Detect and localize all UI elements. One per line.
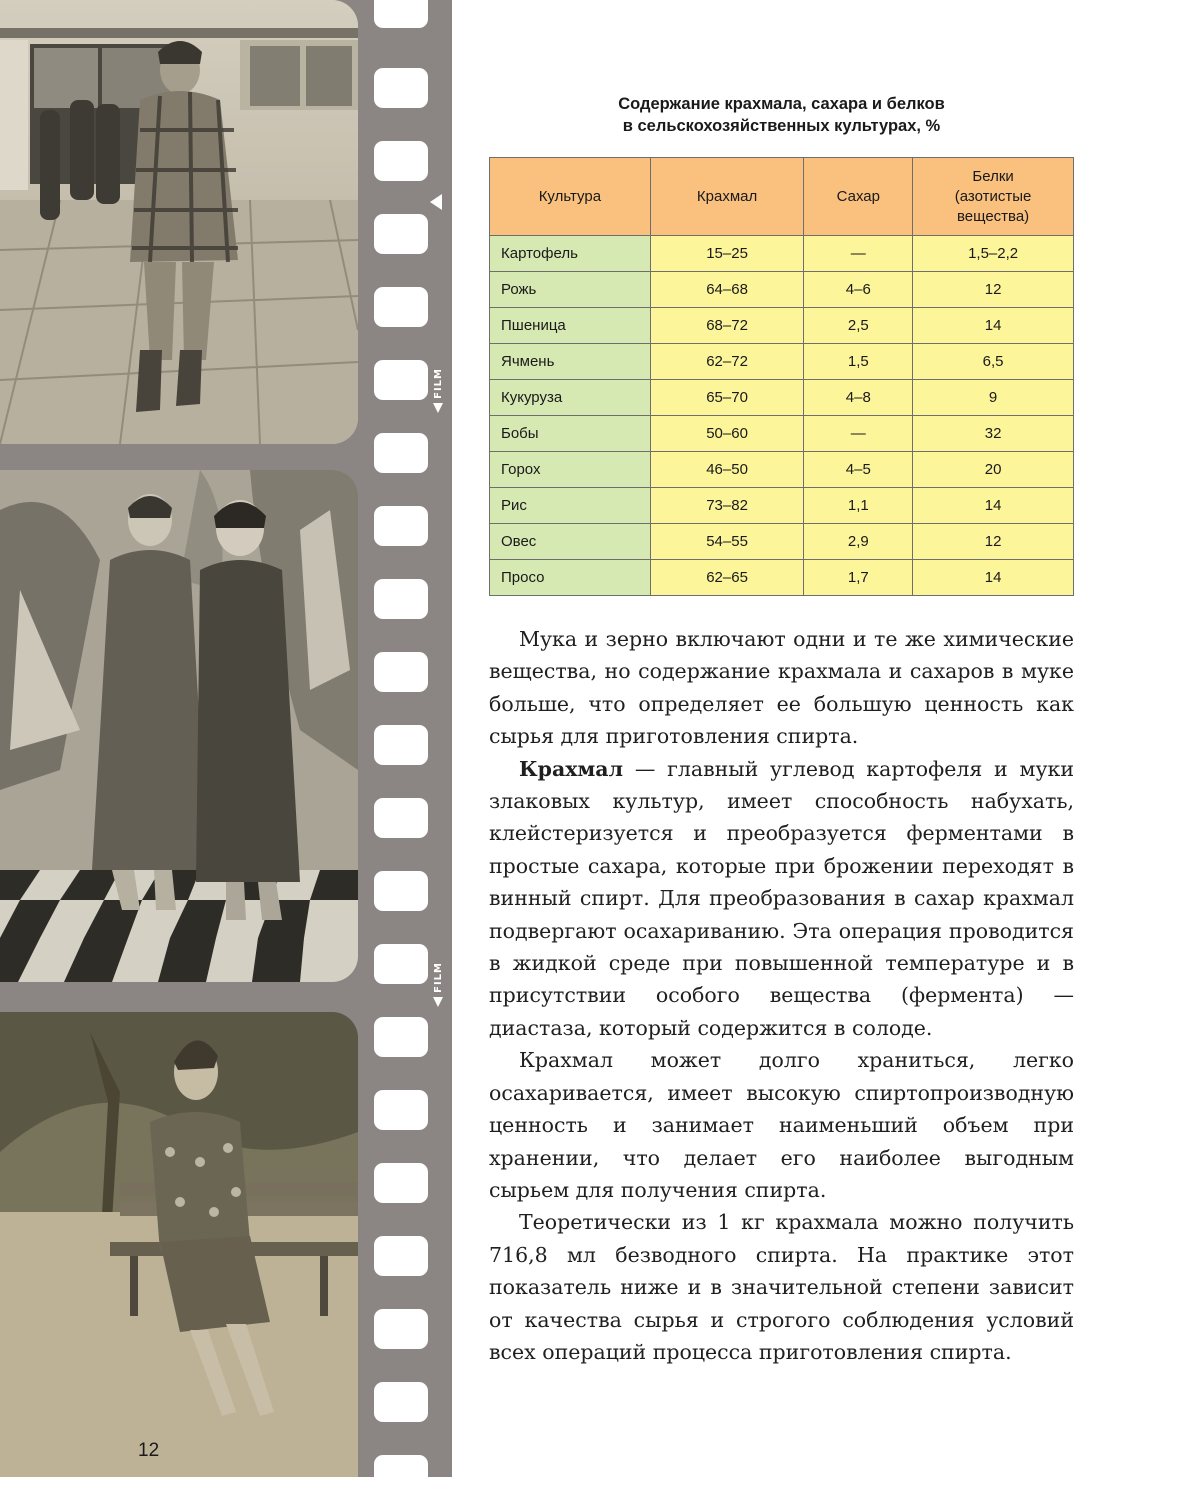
sprocket-hole [374,944,428,984]
sprocket-hole [374,433,428,473]
sprocket-hole [374,798,428,838]
sprocket-hole [374,1236,428,1276]
crops-composition-table [489,157,1074,596]
paragraph [489,753,1074,1045]
cell-culture: Пшеница [490,308,651,344]
cell-culture: Рожь [490,272,651,308]
film-label-text: FILM [432,368,444,399]
cell-protein: 9 [913,380,1074,416]
cell-starch: 15–25 [650,236,804,272]
cell-sugar: 2,9 [804,524,913,560]
cell-starch: 64–68 [650,272,804,308]
cell-starch: 73–82 [650,488,804,524]
cell-sugar: — [804,416,913,452]
sprocket-hole [374,652,428,692]
table-title [489,93,1074,137]
cell-protein: 14 [913,560,1074,596]
cell-culture: Овес [490,524,651,560]
film-strip [0,0,452,1477]
table-row [490,272,1074,308]
cell-protein: 32 [913,416,1074,452]
cell-starch: 68–72 [650,308,804,344]
table-row [490,452,1074,488]
page-number: 12 [138,1440,160,1461]
cell-protein: 12 [913,272,1074,308]
sprocket-hole [374,360,428,400]
cell-sugar: 4–6 [804,272,913,308]
film-label [428,368,448,413]
cell-sugar: 1,1 [804,488,913,524]
header-culture: Культура [490,158,651,236]
term-starch: Крахмал [519,756,624,781]
table-row [490,344,1074,380]
sprocket-hole [374,1090,428,1130]
cell-starch: 65–70 [650,380,804,416]
cell-culture: Кукуруза [490,380,651,416]
header-protein [913,158,1074,236]
film-arrow-icon [433,997,443,1007]
photo-two-women-in-dresses [0,470,358,982]
sprocket-hole [374,1017,428,1057]
sprocket-hole [374,725,428,765]
cell-protein: 14 [913,308,1074,344]
film-notch-marker [430,194,442,210]
photo-woman-in-plaid-coat [0,0,358,444]
film-label-text: FILM [432,962,444,993]
paragraph: Теоретически из 1 кг крахмала можно получить 716,8 мл безводного спирта. На практике этот показатель ниже и в значительной степени зависит от качества сырья и строгого соблюдения условий всех операций процесса приготовления спирта. [489,1210,1074,1364]
table-row [490,308,1074,344]
table-row [490,488,1074,524]
table-title-line: в сельскохозяйственных культурах, % [622,117,941,135]
sprocket-hole [374,579,428,619]
cell-sugar: — [804,236,913,272]
sprocket-hole [374,506,428,546]
cell-starch: 62–72 [650,344,804,380]
cell-protein: 20 [913,452,1074,488]
cell-protein: 6,5 [913,344,1074,380]
cell-culture: Картофель [490,236,651,272]
sprocket-hole [374,68,428,108]
paragraph: Мука и зерно включают одни и те же химические вещества, но содержание крахмала и сахаров в муке больше, что определяет ее большую ценность как сырья для приготовления спирта. [489,627,1074,749]
cell-protein: 14 [913,488,1074,524]
cell-protein: 12 [913,524,1074,560]
sprocket-hole [374,871,428,911]
film-arrow-icon [433,403,443,413]
cell-starch: 62–65 [650,560,804,596]
header-protein-text: Белки (азотистые вещества) [954,167,1032,225]
table-row [490,560,1074,596]
cell-sugar: 4–8 [804,380,913,416]
sprocket-hole [374,1455,428,1495]
table-row [490,236,1074,272]
header-starch: Крахмал [650,158,804,236]
sprocket-hole [374,214,428,254]
sprocket-hole [374,1382,428,1422]
cell-sugar: 1,5 [804,344,913,380]
film-label [428,962,448,1007]
sprocket-hole [374,0,428,28]
cell-culture: Горох [490,452,651,488]
body-text [489,623,1074,1368]
table-title-line: Содержание крахмала, сахара и белков [618,95,945,113]
paragraph-text: — главный углевод картофеля и муки злаковых культур, имеет способность набухать, клейстеризуется и преобразуется ферментами в простые сахара, которые при брожении переходят в винный спирт. Для преобразования в сахар крахмал подвергают осахариванию. Эта операция проводится в жидкой среде при повышенной температуре и в присутствии особого вещества (фермента) — диастаза, который содержится в солоде. [489,756,1074,1040]
sprocket-hole [374,1309,428,1349]
sprocket-hole [374,141,428,181]
cell-starch: 50–60 [650,416,804,452]
table-header-row [490,158,1074,236]
cell-sugar: 2,5 [804,308,913,344]
cell-culture: Бобы [490,416,651,452]
cell-sugar: 4–5 [804,452,913,488]
cell-culture: Просо [490,560,651,596]
cell-starch: 54–55 [650,524,804,560]
cell-culture: Ячмень [490,344,651,380]
header-sugar: Сахар [804,158,913,236]
paragraph: Крахмал может долго храниться, легко осахаривается, имеет высокую спиртопроизводную ценность и занимает наименьший объем при хранении, что делает его наиболее выгодным сырьем для получения спирта. [489,1048,1074,1202]
table-row [490,380,1074,416]
photo-woman-on-bench [0,1012,358,1477]
cell-protein: 1,5–2,2 [913,236,1074,272]
cell-culture: Рис [490,488,651,524]
sprocket-hole [374,1163,428,1203]
sprocket-hole [374,287,428,327]
cell-sugar: 1,7 [804,560,913,596]
table-row [490,524,1074,560]
cell-starch: 46–50 [650,452,804,488]
table-row [490,416,1074,452]
